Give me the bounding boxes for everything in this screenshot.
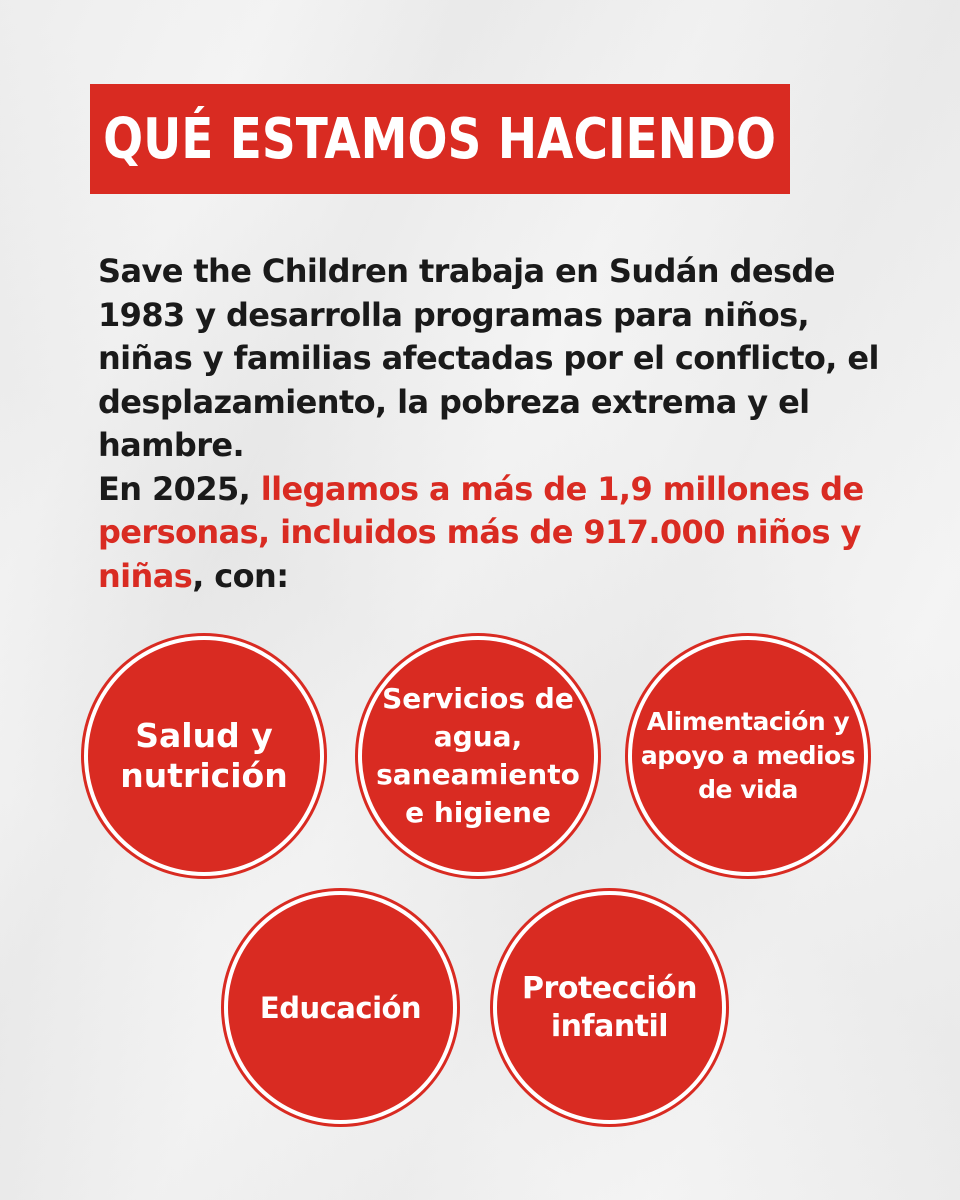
intro-p2-suffix: , con: xyxy=(192,556,289,595)
area-label: Educación xyxy=(259,990,422,1025)
area-circle-child-protection xyxy=(497,895,722,1120)
page-title: QUÉ ESTAMOS HACIENDO xyxy=(103,106,777,172)
intro-paragraph-1: Save the Children trabaja en Sudán desde 1983 y desarrolla programas para niños, niñas y familias afectadas por el conflicto, el desplazamiento, la pobreza extrema y el hambre. xyxy=(98,252,879,464)
area-label: Protección infantil xyxy=(522,970,697,1044)
area-circle-health-nutrition xyxy=(88,640,320,872)
intro-p2-highlight: llegamos a más de 1,9 millones de personas, incluidos más de 917.000 niños y niñas xyxy=(98,469,864,595)
area-circle-education xyxy=(228,895,453,1120)
title-banner xyxy=(90,84,790,194)
intro-p2-prefix: En 2025, xyxy=(98,469,261,508)
intro-text xyxy=(98,250,888,598)
area-label: Salud y nutrición xyxy=(120,716,288,795)
area-label: Servicios de agua, saneamiento e higiene xyxy=(376,682,580,829)
area-circle-water-sanitation xyxy=(362,640,594,872)
intro-paragraph-2 xyxy=(98,468,888,599)
area-label: Alimentación y apoyo a medios de vida xyxy=(640,707,856,804)
area-circle-food-livelihoods xyxy=(632,640,864,872)
